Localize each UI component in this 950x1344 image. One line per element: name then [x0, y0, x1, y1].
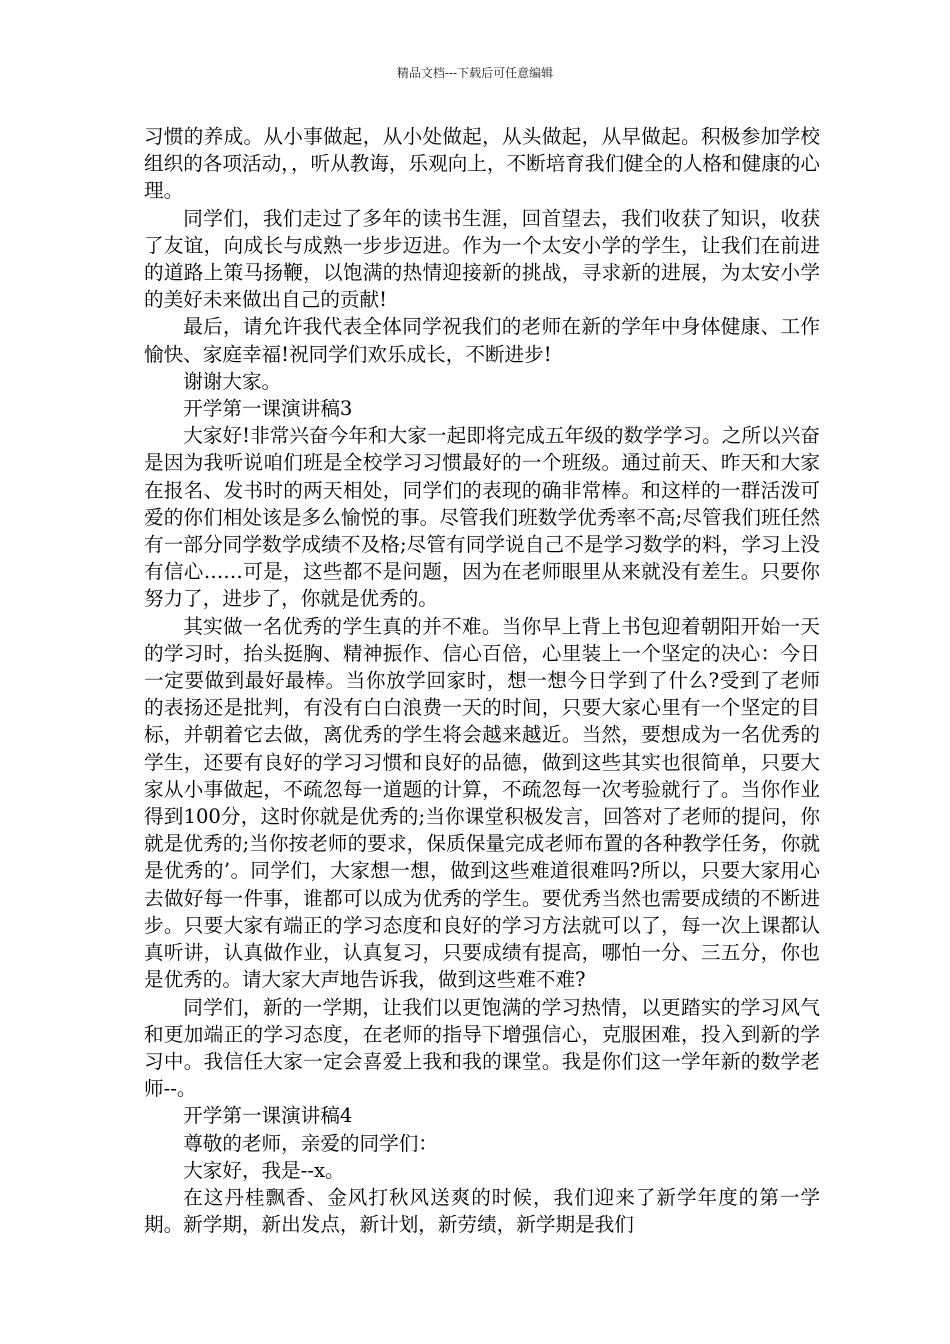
- paragraph: 尊敬的老师，亲爱的同学们：: [183, 1131, 438, 1155]
- paragraph: 同学们，新的一学期，让我们以更饱满的学习热情，以更踏实的学习风气和更加端正的学习态度，在老师的指导下增强信心，克服困难，投入到新的学习中。我信任大家一定会喜爱上我和我的课堂。我是你们这一学年新的数学老师--。: [144, 995, 820, 1101]
- paragraph: 大家好，我是--x。: [183, 1158, 345, 1182]
- paragraph: 同学们，我们走过了多年的读书生涯，回首望去，我们收获了知识，收获了友谊，向成长与成熟一步步迈进。作为一个太安小学的学生，让我们在前进的道路上策马扬鞭，以饱满的热情迎接新的挑战，寻求新的进展，为太安小学的美好未来做出自己的贡献!: [144, 206, 820, 312]
- section-title: 开学第一课演讲稿4: [183, 1104, 353, 1128]
- paragraph: 大家好!非常兴奋今年和大家一起即将完成五年级的数学学习。之所以兴奋是因为我听说咱们班是全校学习习惯最好的一个班级。通过前天、昨天和大家在报名、发书时的两天相处，同学们的表现的确非常棒。和这样的一群活泼可爱的你们相处该是多么愉悦的事。尽管我们班数学优秀率不高;尽管我们班任然有一部分同学数学成绩不及格;尽管有同学说自己不是学习数学的料，学习上没有信心……可是，这些都不是问题，因为在老师眼里从来就没有差生。只要你努力了，进步了，你就是优秀的。: [144, 424, 820, 611]
- paragraph: 在这丹桂飘香、金风打秋风送爽的时候，我们迎来了新学年度的第一学期。新学期，新出发点，新计划，新劳绩，新学期是我们: [144, 1185, 820, 1237]
- page-header: 精品文档---下载后可任意编辑: [396, 66, 554, 80]
- paragraph: 其实做一名优秀的学生真的并不难。当你早上背上书包迎着朝阳开始一天的学习时，抬头挺胸、精神振作、信心百倍，心里装上一个坚定的决心：今日一定要做到最好最棒。当你放学回家时，想一想今日学到了什么?受到了老师的表扬还是批判，有没有白白浪费一天的时间，只要大家心里有一个坚定的目标，并朝着它去做，离优秀的学生将会越来越近。当然，要想成为一名优秀的学生，还要有良好的学习习惯和良好的品德，做到这些其实也很简单，只要大家从小事做起，不疏忽每一道题的计算，不疏忽每一次考验就行了。当你作业得到100分，这时你就是优秀的;当你课堂积极发言，回答对了老师的提问，你就是优秀的;当你按老师的要求，保质保量完成老师布置的各种教学任务，你就是优秀的’。同学们，大家想一想，做到这些难道很难吗?所以，只要大家用心去做好每一件事，谁都可以成为优秀的学生。要优秀当然也需要成绩的不断进步。只要大家有端正的学习态度和良好的学习方法就可以了，每一次上课都认真听讲，认真做作业，认真复习，只要成绩有提高，哪怕一分、三五分，你也是优秀的。请大家大声地告诉我，做到这些难不难?: [144, 614, 820, 992]
- document-body: [144, 123, 820, 1238]
- paragraph: 最后，请允许我代表全体同学祝我们的老师在新的学年中身体健康、工作愉快、家庭幸福!祝同学们欢乐成长，不断进步!: [144, 315, 820, 366]
- paragraph: 谢谢大家。: [183, 369, 282, 393]
- section-title: 开学第一课演讲稿3: [183, 397, 353, 421]
- paragraph: 习惯的养成。从小事做起，从小处做起，从头做起，从早做起。积极参加学校组织的各项活动，，听从教诲，乐观向上，不断培育我们健全的人格和健康的心理。: [144, 125, 820, 203]
